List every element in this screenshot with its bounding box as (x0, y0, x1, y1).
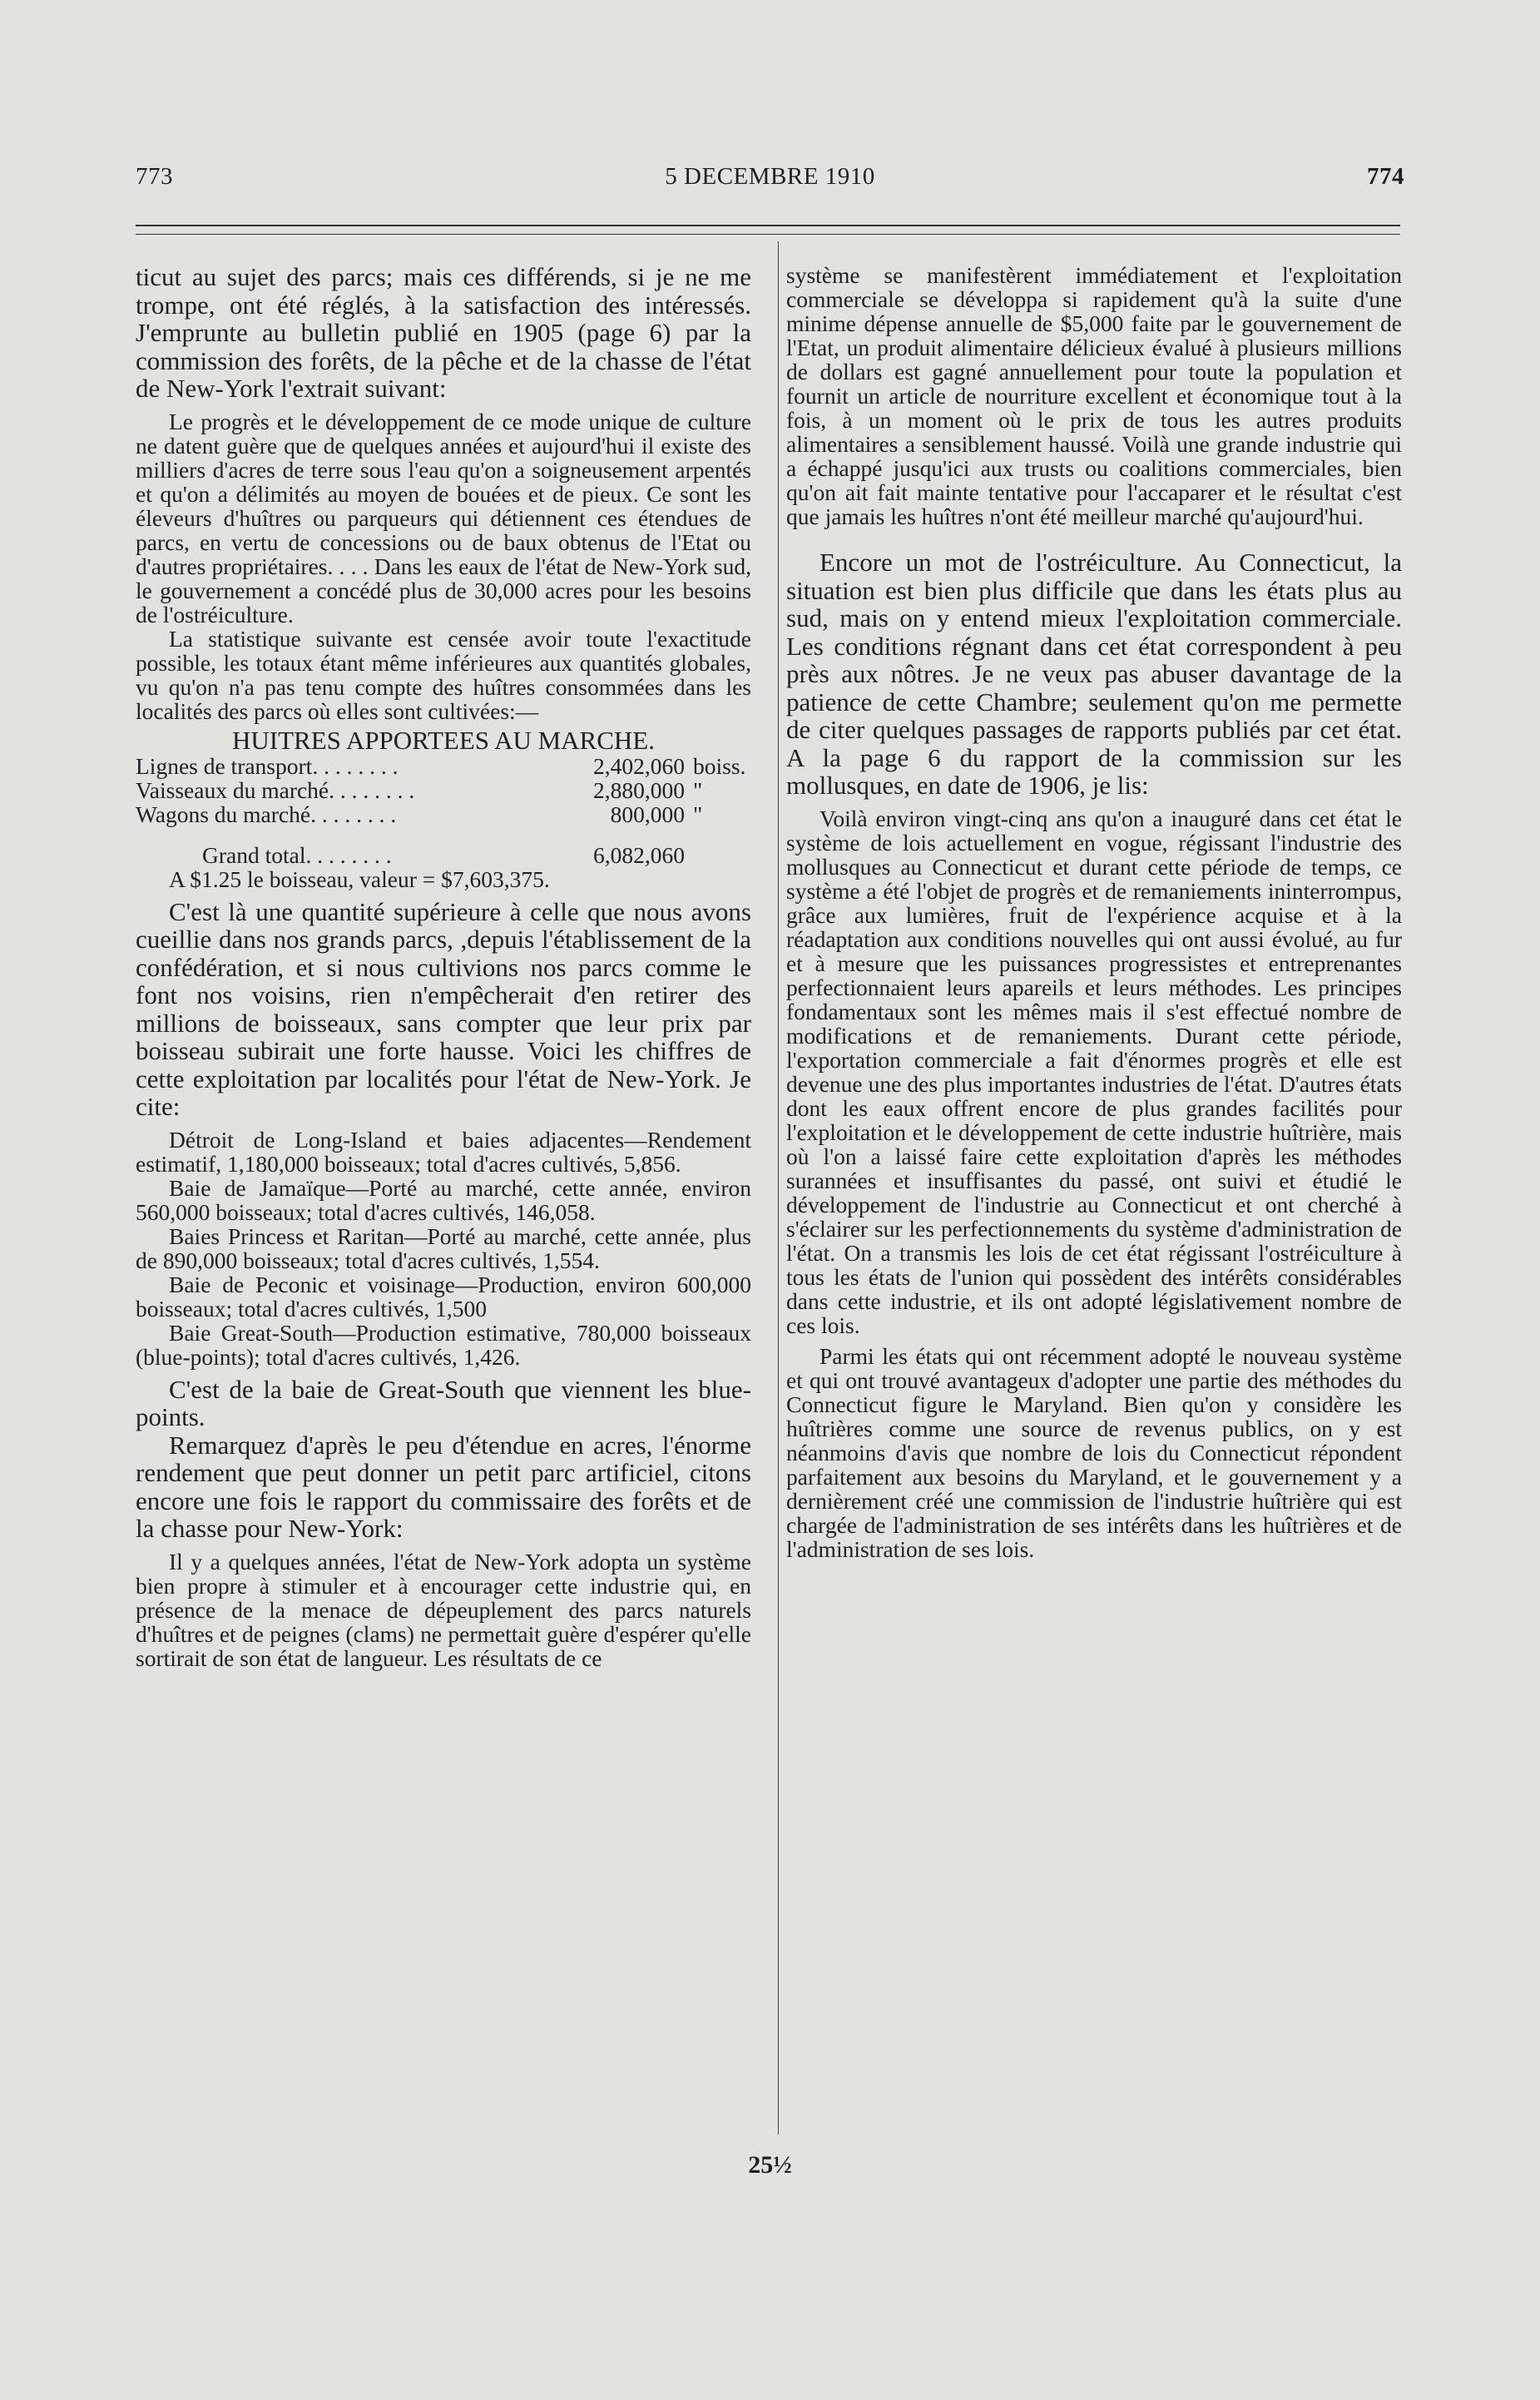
table-row (136, 778, 751, 802)
signature-mark: 25½ (748, 2151, 792, 2179)
row-unit: " (693, 801, 703, 827)
row-label: Lignes de transport (136, 752, 313, 779)
quote-paragraph: Baie Great-South—Production estimative, 780,000 boisseaux (blue-points); total d'acres cultivés, 1,426. (136, 1319, 751, 1370)
row-unit: boiss. (693, 752, 746, 779)
quote-paragraph: Baies Princess et Raritan—Porté au marché, cette année, plus de 890,000 boisseaux; total d'acres cultivés, 1,554. (136, 1222, 751, 1273)
row-dots: . . . . . . . . (312, 753, 399, 778)
quote-paragraph: Le progrès et le développement de ce mode unique de culture ne datent guère que de quelques années et aujourd'hui il existe des milliers d'acres de terre sous l'eau qu'on a soigneusement arpentés et qu'on a délimités au moyen de bouées et de pieux. Ce sont les éleveurs d'huîtres ou parqueurs qui détiennent ces étendues de parcs, en vertu de concessions ou de baux obtenus de l'Etat ou d'autres propriétaires. . . . Dans les eaux de l'état de New-York sud, le gouvernement a concédé plus de 30,000 acres pour les besoins de l'ostréiculture. (136, 408, 751, 627)
right-column (786, 263, 1402, 1561)
quote-paragraph: Parmi les états qui ont récemment adopté le nouveau système et qui ont trouvé avantageux d'adopter une partie des méthodes du Connecticut figure le Maryland. Bien qu'on y considère les huîtrières comme une source de revenus publics, on y est néanmoins d'avis que nombre de lois du Connecticut répondent parfaitement aux besoins du Maryland, et le gouvernement y a dernièrement créé une commission de l'industrie huîtrière qui est chargée de l'administration de ses intérêts dans les huîtrières et de l'administration de ses lois. (786, 1342, 1402, 1562)
quote-paragraph: Baie de Peconic et voisinage—Production, environ 600,000 boisseaux; total d'acres cultivés, 1,500 (136, 1271, 751, 1321)
total-value: 6,082,060 (593, 841, 685, 868)
paragraph: C'est là une quantité supérieure à celle que nous avons cueillie dans nos grands parcs, ,depuis l'établissement de la confédération, et si nous cultivions nos parcs comme le font nos voisins, rien n'empêcherait d'en retirer des millions de boisseaux, sans compter que leur prix par boisseau subirait une forte hausse. Voici les chiffres de cette exploitation par localités pour l'état de New-York. Je cite: (136, 896, 751, 1121)
paragraph: C'est de la baie de Great-South que viennent les blue-points. (136, 1374, 751, 1431)
row-value: 800,000 (610, 801, 685, 827)
row-dots: . . . . . . . . (310, 801, 397, 826)
oyster-table (136, 754, 751, 891)
row-value: 2,880,000 (593, 776, 685, 803)
row-unit: " (693, 776, 703, 803)
paragraph: Encore un mot de l'ostréiculture. Au Connecticut, la situation est bien plus difficile que dans les états plus au sud, mais on y entend mieux l'exploitation commerciale. Les conditions régnant dans cet état correspondent à peu près aux nôtres. Je ne veux pas abuser davantage de la patience de cette Chambre; seulement qu'on me permette de citer quelques passages de rapports publiés par cet état. A la page 6 du rapport de la commission sur les mollusques, en date de 1906, je lis: (786, 548, 1402, 800)
quote-paragraph: Il y a quelques années, l'état de New-York adopta un système bien propre à stimuler et à encourager cette industrie qui, en présence de la menace de dépeuplement des parcs naturels d'huîtres et de peignes (clams) ne permettait guère d'espérer qu'elle sortirait de son état de langueur. Les résultats de ce (136, 1548, 751, 1671)
header-rule-thin (136, 234, 1400, 235)
paragraph: Remarquez d'après le peu d'étendue en acres, l'énorme rendement que peut donner un petit parc artificiel, citons encore une fois le rapport du commissaire des forêts et de la chasse pour New-York: (136, 1430, 751, 1543)
quote-paragraph: La statistique suivante est censée avoir toute l'exactitude possible, les totaux étant même inférieures aux quantités globales, vu qu'on n'a pas tenu compte des huîtres consommées dans les localités des parcs où elles sont cultivées:— (136, 625, 751, 724)
header-rule-thick (136, 225, 1400, 226)
row-dots: . . . . . . . . (329, 777, 415, 802)
row-value: 2,402,060 (593, 752, 685, 779)
row-label: Wagons du marché (136, 801, 311, 827)
quote-paragraph: système se manifestèrent immédiatement et l'exploitation commerciale se développa si rapidement qu'à la suite d'une minime dépense annuelle de $5,000 faite par le gouvernement de l'Etat, un produit alimentaire délicieux évalué à plusieurs millions de dollars est gagné annuellement pour toute la population et fournit un article de nourriture excellent et économique tout à la fois, à un moment où le prix de tous les autres produits alimentaires a sensiblement haussé. Voilà une grande industrie qui a échappé jusqu'ici aux trusts ou coalitions commerciales, bien qu'on ait fait mainte tentative pour l'accaparer et le résultat c'est que jamais les huîtres n'ont été meilleur marché qu'aujourd'hui. (786, 262, 1402, 529)
table-row (136, 802, 751, 826)
left-column (136, 263, 751, 1670)
total-dots: . . . . . . . . (305, 842, 392, 867)
table-total-row (136, 843, 751, 867)
column-divider (778, 241, 779, 2135)
quote-paragraph: Détroit de Long-Island et baies adjacentes—Rendement estimatif, 1,180,000 boisseaux; total d'acres cultivés, 5,856. (136, 1126, 751, 1177)
header-date: 5 DECEMBRE 1910 (665, 163, 875, 190)
quote-paragraph: Baie de Jamaïque—Porté au marché, cette année, environ 560,000 boisseaux; total d'acres cultivés, 146,058. (136, 1174, 751, 1225)
row-label: Vaisseaux du marché (136, 776, 329, 803)
total-label: Grand total (202, 841, 306, 868)
table-title: HUITRES APPORTEES AU MARCHE. (232, 725, 655, 755)
price-line: A $1.25 le boisseau, valeur = $7,603,375. (169, 865, 550, 892)
quote-paragraph: Voilà environ vingt-cinq ans qu'on a inauguré dans cet état le système de lois actuellement en vogue, régissant l'industrie des mollusques au Connecticut et durant cette période de temps, ce système a été l'objet de progrès et de remaniements ininterrompus, grâce aux lumières, fruit de l'expérience acquise et à la réadaptation aux conditions nouvelles qui ont aussi évolué, au fur et à mesure que les puissances progressistes et entreprenantes perfectionnaient leurs apareils et leurs méthodes. Les principes fondamentaux sont les mêmes mais il s'est effectué nombre de modifications et de remaniements. Durant cette période, l'exportation commerciale a fait d'énormes progrès et elle est devenue une des plus importantes industries de l'état. D'autres états dont les eaux offrent encore de plus grandes facilités pour l'exploitation et le développement de cette industrie huîtrière, mais où l'on a laissé faire cette exploitation d'après les méthodes surannées et insuffisantes du passé, ont suivi et étudié le développement de l'industrie au Connecticut et ont cherché à s'éclairer sur les perfectionnements du système d'administration de l'état. On a transmis les lois de cet état régissant l'ostréiculture à tous les états de l'union qui possèdent des intérêts considérables dans cette industrie, et ils ont adopté législativement nombre de ces lois. (786, 805, 1402, 1338)
header-left-page-number: 773 (136, 163, 173, 190)
paragraph: ticut au sujet des parcs; mais ces différends, si je ne me trompe, ont été réglés, à la satisfaction des intéressés. J'emprunte au bulletin publié en 1905 (page 6) par la commission des forêts, de la pêche et de la chasse de l'état de New-York l'extrait suivant: (136, 262, 751, 403)
table-row (136, 754, 751, 778)
header-right-page-number: 774 (1367, 163, 1404, 190)
